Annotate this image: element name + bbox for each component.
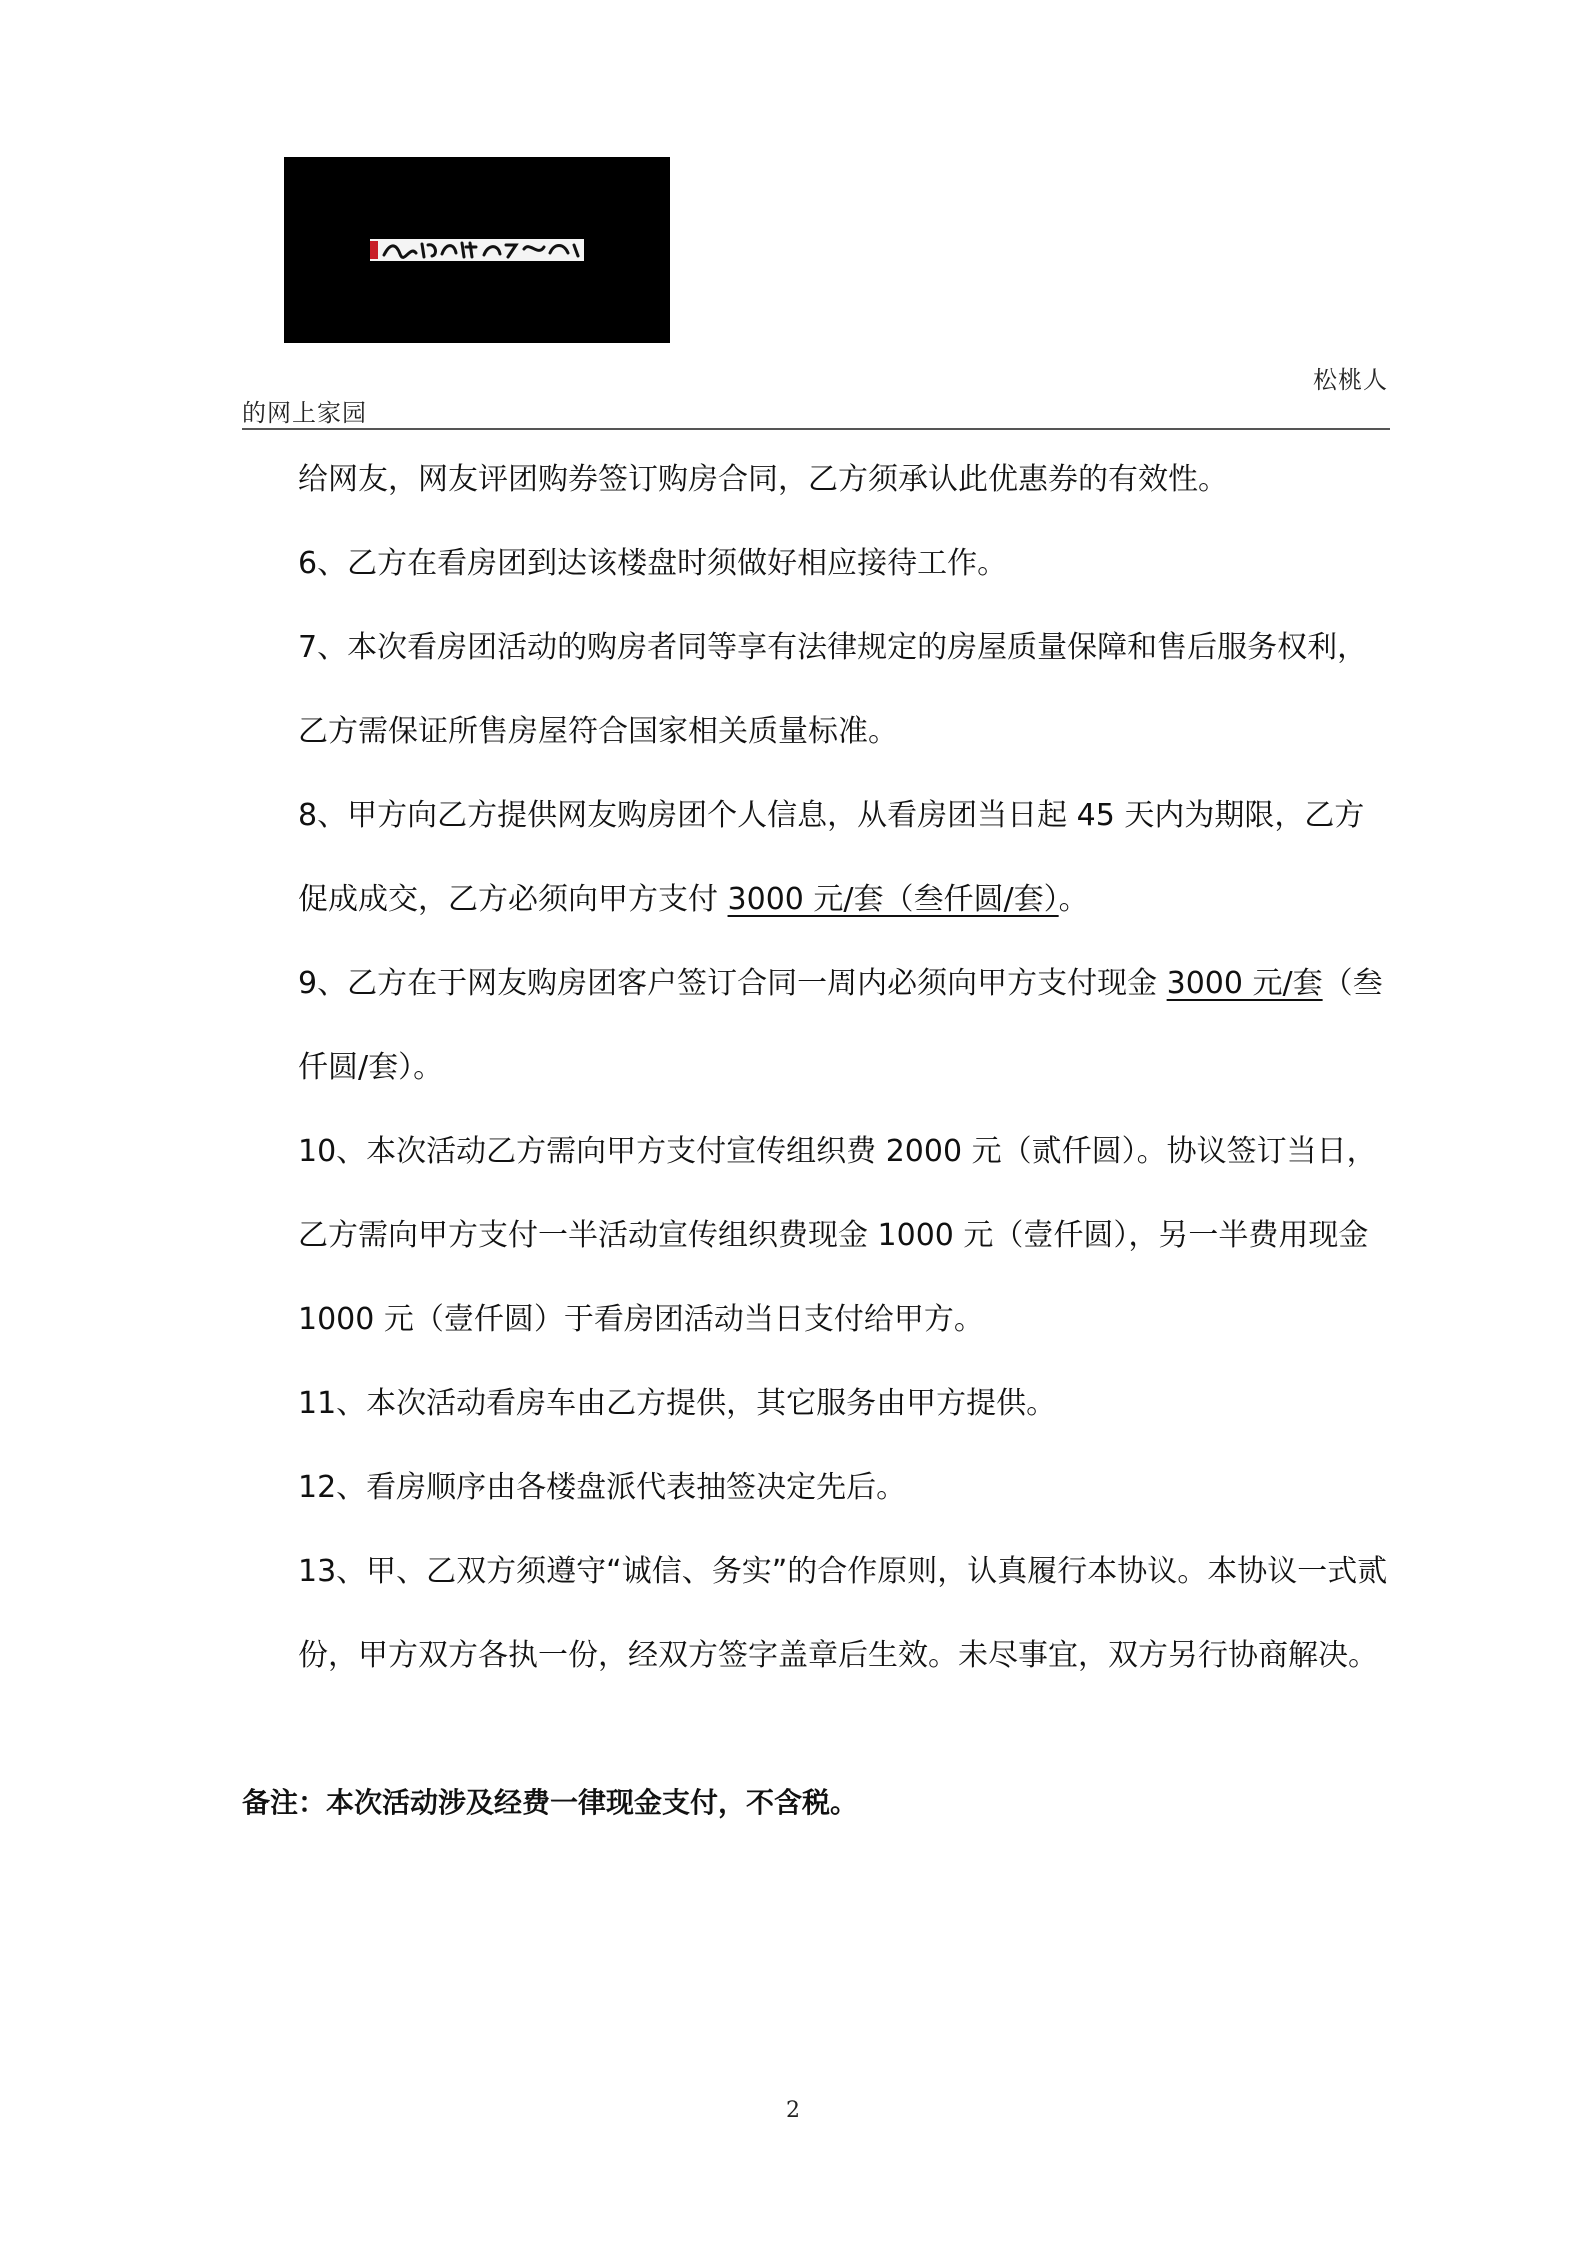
clause-7: 7、本次看房团活动的购房者同等享有法律规定的房屋质量保障和售后服务权利，乙方需保证所售房屋符合国家相关质量标准。	[298, 630, 1368, 749]
clause-10: 10、本次活动乙方需向甲方支付宣传组织费 2000 元（贰仟圆）。协议签订当日，乙方需向甲方支付一半活动宣传组织费现金 1000 元（壹仟圆），另一半费用现金 1000 元（壹仟圆）于看房团活动当日支付给甲方。	[298, 1134, 1377, 1337]
clause-9-text: 9、乙方在于网友购房团客户签订合同一周内必须向甲方支付现金	[298, 966, 1167, 1001]
clause-8-text: 8、甲方向乙方提供网友购房团个人信息，从看房团当日起 45 天内为期限，乙方促成成交，乙方必须向甲方支付	[298, 798, 1365, 917]
clause-8-end: 。	[1058, 882, 1089, 917]
remarks-note: 备注：本次活动涉及经费一律现金支付，不含税。	[242, 1786, 859, 1819]
logo-seal-mark	[370, 241, 378, 259]
clause-9	[298, 942, 1390, 1110]
signature-logo-icon	[380, 239, 584, 261]
clause-12: 12、看房顺序由各楼盘派代表抽签决定先后。	[298, 1470, 907, 1505]
contract-body	[298, 438, 1390, 1698]
header-title-right: 松桃人	[1313, 366, 1388, 394]
clause-9-amount: 3000 元/套	[1166, 966, 1323, 1001]
clause-8	[298, 774, 1390, 942]
clause-6: 6、乙方在看房团到达该楼盘时须做好相应接待工作。	[298, 546, 1008, 581]
logo-strip	[370, 239, 584, 261]
clause-9-end: （叁仟圆/套）。	[298, 966, 1383, 1085]
clause-13: 13、甲、乙双方须遵守“诚信、务实”的合作原则，认真履行本协议。本协议一式贰份，甲方双方各执一份，经双方签字盖章后生效。未尽事宜，双方另行协商解决。	[298, 1554, 1388, 1673]
header-divider	[242, 428, 1390, 430]
paragraph-continued: 给网友，网友评团购券签订购房合同，乙方须承认此优惠券的有效性。	[298, 462, 1228, 497]
logo-image	[284, 157, 670, 343]
header-title-left: 的网上家园	[242, 399, 367, 427]
page-number: 2	[786, 2098, 800, 2123]
clause-8-amount: 3000 元/套（叁仟圆/套）	[727, 882, 1059, 917]
clause-11: 11、本次活动看房车由乙方提供，其它服务由甲方提供。	[298, 1386, 1057, 1421]
